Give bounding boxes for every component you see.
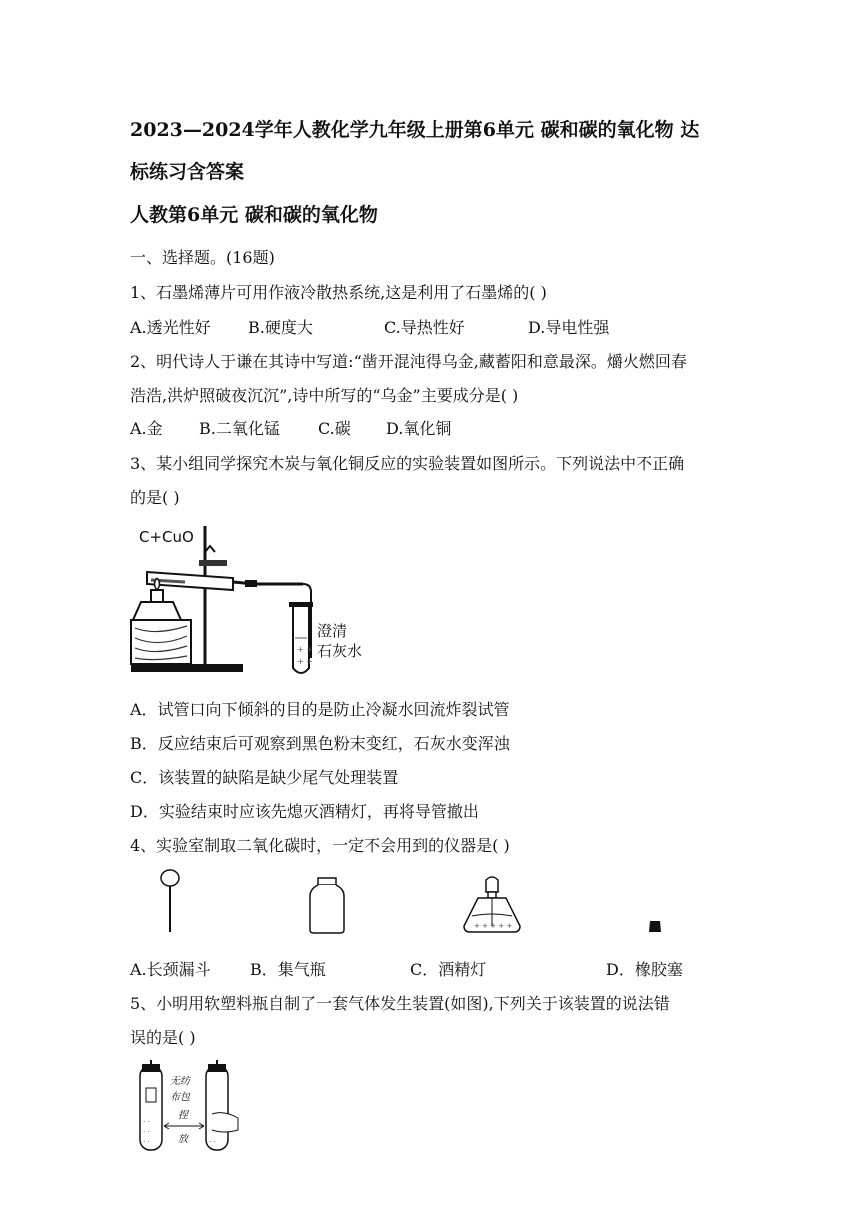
q2-stem-line2: 浩浩,洪炉照破夜沉沉”,诗中所写的“乌金”主要成分是( )	[130, 386, 519, 405]
long-neck-funnel-image	[155, 868, 185, 934]
svg-text:+ + + + +: + + + + +	[474, 922, 513, 930]
q1-option-a: A.透光性好	[130, 318, 211, 337]
q2-option-a: A.金	[130, 419, 163, 438]
q3-stem-line2: 的是( )	[130, 488, 180, 507]
q1-option-d: D.导电性强	[528, 318, 610, 337]
q3-stem-line1: 3、某小组同学探究木炭与氧化铜反应的实验装置如图所示。下列说法中不正确	[130, 454, 685, 473]
q4-option-c: C．酒精灯	[410, 960, 487, 979]
document-title-line1: 2023—2024学年人教化学九年级上册第6单元 碳和碳的氧化物 达	[130, 119, 700, 141]
q2-option-c: C.碳	[318, 419, 351, 438]
q2-option-d: D.氧化铜	[386, 419, 452, 438]
svg-text:. .: . .	[143, 1126, 150, 1134]
q4-option-b: B．集气瓶	[250, 960, 326, 979]
q5-fabric-label-1: 无纺	[170, 1076, 190, 1087]
q3-option-b: B．反应结束后可观察到黑色粉末变红，石灰水变浑浊	[130, 734, 510, 753]
q1-option-c: C.导热性好	[384, 318, 465, 337]
q2-stem-line1: 2、明代诗人于谦在其诗中写道:“凿开混沌得乌金,藏蓄阳和意最深。爝火燃回春	[130, 352, 687, 371]
q3-option-a: A．试管口向下倾斜的目的是防止冷凝水回流炸裂试管	[130, 700, 510, 719]
q3-limewater-label-2: 石灰水	[317, 642, 363, 660]
svg-text:. .: . .	[143, 1136, 150, 1144]
section-heading: 人教第6单元 碳和碳的氧化物	[130, 204, 378, 226]
q5-bottle-generator-figure	[132, 1060, 244, 1156]
q3-option-c: C．该装置的缺陷是缺少尾气处理装置	[130, 768, 399, 787]
svg-text:. .: . .	[209, 1136, 216, 1144]
q1-option-b: B.硬度大	[248, 318, 313, 337]
q5-release-label: 放	[178, 1134, 188, 1145]
q2-option-b: B.二氧化锰	[199, 419, 280, 438]
q3-apparatus-figure	[125, 520, 385, 680]
svg-text:+ +: + +	[297, 657, 313, 666]
gas-collecting-bottle-image	[306, 876, 348, 934]
q5-squeeze-label: 捏	[178, 1110, 188, 1121]
svg-text:. .: . .	[143, 1116, 150, 1124]
q4-option-a: A.长颈漏斗	[130, 960, 211, 979]
q3-option-d: D．实验结束时应该先熄灭酒精灯，再将导管撤出	[130, 802, 479, 821]
q4-stem: 4、实验室制取二氧化碳时，一定不会用到的仪器是( )	[130, 836, 510, 855]
q4-option-d: D．橡胶塞	[606, 960, 683, 979]
q3-limewater-label-1: 澄清	[317, 622, 348, 640]
svg-text:+ +: + +	[297, 645, 313, 654]
document-title-line2: 标练习含答案	[130, 161, 245, 183]
q5-stem-line1: 5、小明用软塑料瓶自制了一套气体发生装置(如图),下列关于该装置的说法错	[130, 994, 670, 1013]
rubber-stopper-image	[648, 920, 662, 933]
q3-reactant-label: C+CuO	[139, 528, 194, 546]
q5-fabric-label-2: 布包	[170, 1092, 190, 1103]
q5-stem-line2: 误的是( )	[130, 1028, 196, 1047]
alcohol-lamp-image	[462, 876, 522, 934]
q1-stem: 1、石墨烯薄片可用作液冷散热系统,这是利用了石墨烯的( )	[130, 283, 547, 302]
part-heading: 一、选择题。(16题)	[130, 248, 275, 267]
